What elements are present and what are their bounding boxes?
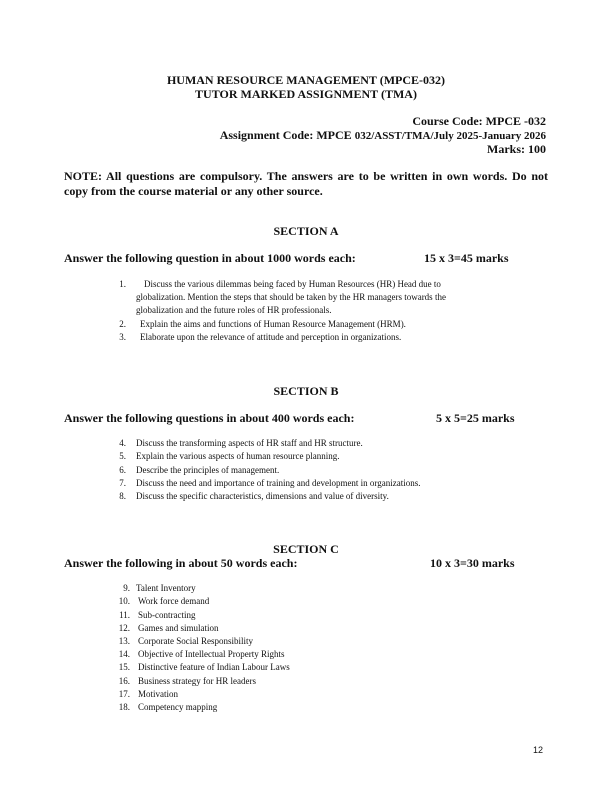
- question-text: Discuss the specific characteristics, dimensions and value of diversity.: [136, 491, 389, 501]
- question-number: 5.: [119, 451, 126, 461]
- question-number: 1.: [119, 279, 126, 289]
- question-number: 12.: [118, 623, 130, 633]
- question-number: 18.: [118, 702, 130, 712]
- question-number: 3.: [119, 332, 126, 342]
- question-text: Discuss the need and importance of training and development in organizations.: [136, 478, 421, 488]
- total-marks: Marks: 100: [487, 142, 546, 156]
- course-code: Course Code: MPCE -032: [412, 114, 546, 128]
- section-a-heading: SECTION A: [273, 224, 339, 238]
- question-number: 2.: [119, 319, 126, 329]
- question-text: Competency mapping: [138, 702, 218, 712]
- question-text: Distinctive feature of Indian Labour Laws: [138, 662, 290, 672]
- question-text: Explain the various aspects of human resource planning.: [136, 451, 340, 461]
- section-b-heading: SECTION B: [273, 384, 339, 398]
- question-text: Talent Inventory: [136, 583, 196, 593]
- question-number: 8.: [119, 491, 126, 501]
- question-text: Objective of Intellectual Property Rights: [138, 649, 285, 659]
- section-b-marks: 5 x 5=25 marks: [436, 411, 515, 425]
- question-text: Games and simulation: [138, 623, 219, 633]
- question-text: Elaborate upon the relevance of attitude and perception in organizations.: [140, 332, 402, 342]
- document-subtitle: TUTOR MARKED ASSIGNMENT (TMA): [195, 87, 417, 101]
- instructions-note: NOTE: All questions are compulsory. The answers are to be written in own words. Do not copy from the course material or any other source.: [64, 169, 548, 198]
- section-a-instruction: Answer the following question in about 1000 words each:: [64, 251, 356, 265]
- question-text: Sub-contracting: [138, 610, 196, 620]
- question-text: Work force demand: [138, 596, 210, 606]
- question-text: Describe the principles of management.: [136, 465, 280, 475]
- question-number: 11.: [119, 610, 130, 620]
- question-text: Business strategy for HR leaders: [138, 676, 256, 686]
- question-text-line: globalization and the future roles of HR professionals.: [136, 305, 332, 315]
- section-a-marks: 15 x 3=45 marks: [424, 251, 509, 265]
- question-number: 17.: [118, 689, 130, 699]
- assignment-code-rest: 032/ASST/TMA/July 2025-January 2026: [354, 130, 546, 142]
- assignment-code: [220, 128, 546, 143]
- document-title: HUMAN RESOURCE MANAGEMENT (MPCE-032): [166, 73, 446, 87]
- question-number: 10.: [118, 596, 130, 606]
- question-number: 4.: [119, 438, 126, 448]
- assignment-code-prefix: Assignment Code: MPCE: [219, 128, 355, 142]
- section-c-marks: 10 x 3=30 marks: [430, 556, 515, 570]
- question-number: 9.: [123, 583, 130, 593]
- page-number: 12: [532, 745, 543, 755]
- question-number: 13.: [118, 636, 130, 646]
- section-c-heading: SECTION C: [273, 542, 339, 556]
- question-number: 16.: [118, 676, 130, 686]
- question-text: Motivation: [138, 689, 178, 699]
- question-number: 7.: [119, 478, 126, 488]
- section-c-instruction: Answer the following in about 50 words each:: [64, 556, 298, 570]
- question-number: 6.: [119, 465, 126, 475]
- question-number: 15.: [118, 662, 130, 672]
- question-text: Discuss the transforming aspects of HR staff and HR structure.: [136, 438, 363, 448]
- question-number: 14.: [118, 649, 130, 659]
- question-text-line: globalization. Mention the steps that should be taken by the HR managers towards the: [136, 292, 446, 302]
- question-text: Corporate Social Responsibility: [138, 636, 253, 646]
- section-b-instruction: Answer the following questions in about 400 words each:: [64, 411, 355, 425]
- question-text-line: Discuss the various dilemmas being faced by Human Resources (HR) Head due to: [144, 279, 441, 289]
- question-text: Explain the aims and functions of Human Resource Management (HRM).: [140, 319, 406, 329]
